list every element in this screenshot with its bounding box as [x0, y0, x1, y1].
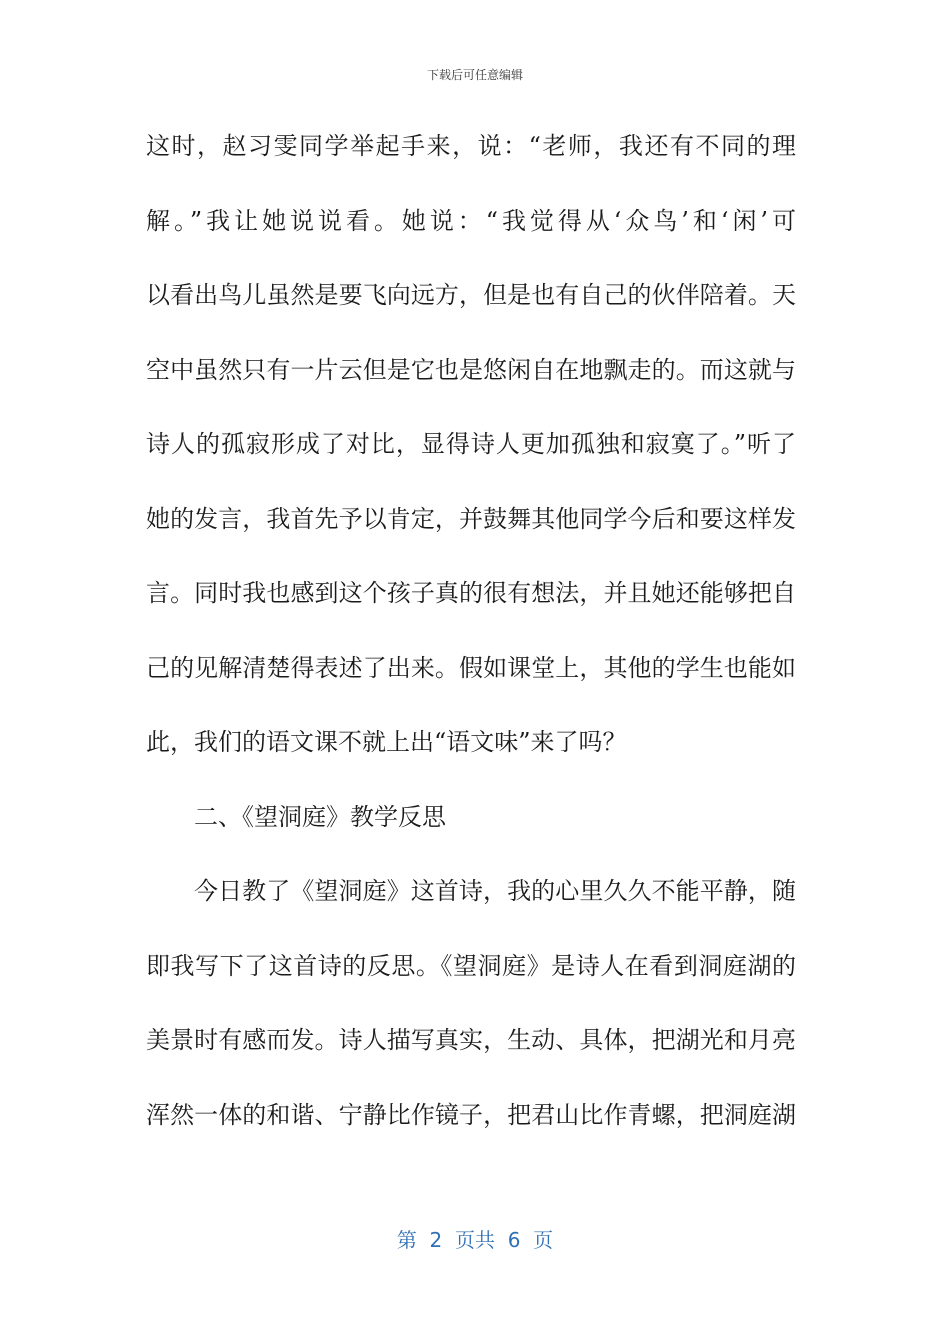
- paragraph-1: [146, 124, 796, 795]
- text-line: 解。”我让她说说看。她说：“我觉得从‘众鸟’和‘闲’可: [146, 206, 796, 235]
- section-heading: 二、《望洞庭》教学反思: [194, 802, 446, 831]
- text-line: 今日教了《望洞庭》这首诗，我的心里久久不能平静，随: [194, 877, 796, 905]
- paragraph-2: [146, 869, 796, 1167]
- page-footer: 第 2 页共 6 页: [396, 1228, 554, 1252]
- page-header: 下载后可任意编辑: [426, 68, 523, 82]
- text-line: 空中虽然只有一片云但是它也是悠闲自在地飘走的。而这就与: [146, 355, 796, 384]
- text-line: 即我写下了这首诗的反思。《望洞庭》是诗人在看到洞庭湖的: [146, 951, 796, 980]
- text-line: 她的发言，我首先予以肯定，并鼓舞其他同学今后和要这样发: [146, 504, 796, 533]
- text-line: 此，我们的语文课不就上出“语文味”来了吗？: [146, 728, 627, 756]
- text-line: 言。同时我也感到这个孩子真的很有想法，并且她还能够把自: [146, 579, 796, 607]
- text-line: 诗人的孤寂形成了对比，显得诗人更加孤独和寂寞了。”听了: [146, 430, 796, 458]
- text-line: 己的见解清楚得表述了出来。假如课堂上，其他的学生也能如: [146, 653, 796, 682]
- text-line: 以看出鸟儿虽然是要飞向远方，但是也有自己的伙伴陪着。天: [146, 281, 796, 309]
- text-line: 浑然一体的和谐、宁静比作镜子，把君山比作青螺，把洞庭湖: [146, 1100, 796, 1129]
- text-line: 这时，赵习雯同学举起手来，说：“老师，我还有不同的理: [146, 132, 796, 160]
- document-body: [146, 124, 796, 1167]
- text-line: 美景时有感而发。诗人描写真实，生动、具体，把湖光和月亮: [146, 1026, 796, 1054]
